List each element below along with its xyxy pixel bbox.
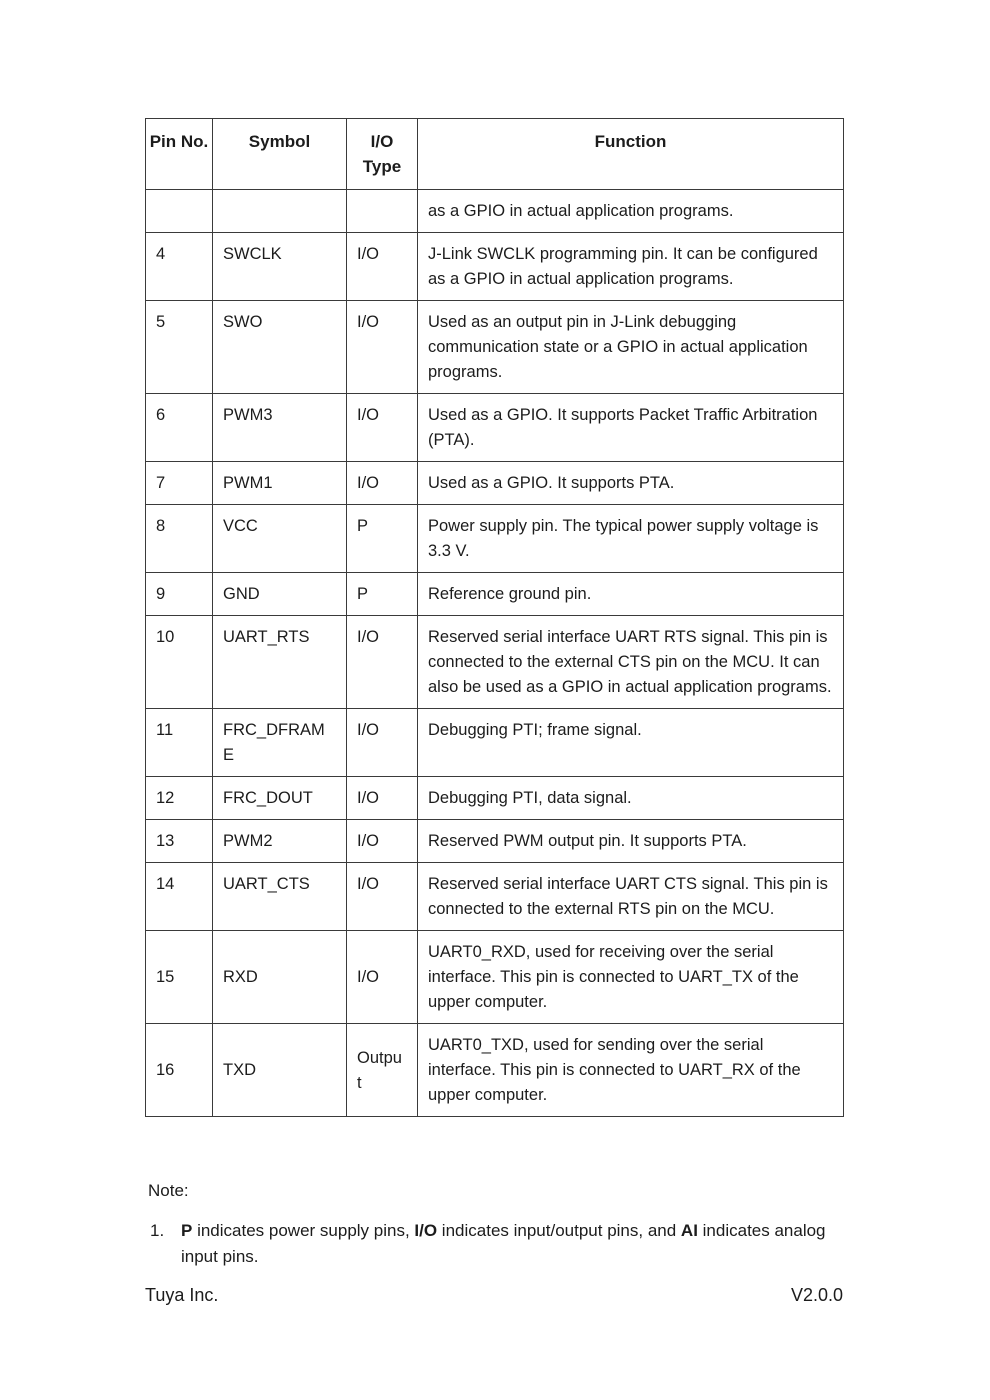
cell-pin: 12 [146, 777, 213, 820]
note-label: Note: [148, 1181, 189, 1200]
cell-pin: 5 [146, 301, 213, 394]
cell-symbol: RXD [213, 931, 347, 1024]
footer-version: V2.0.0 [790, 1285, 843, 1305]
table-row-pin-9 [146, 573, 844, 616]
cell-io-type: I/O [347, 462, 418, 505]
cell-pin: 7 [146, 462, 213, 505]
table-row-pin-12 [146, 777, 844, 820]
cell-io-type: I/O [347, 301, 418, 394]
cell-io-type: P [347, 573, 418, 616]
cell-pin [146, 190, 213, 233]
cell-symbol: PWM2 [213, 820, 347, 863]
note-text-segment: indicates analog input pins. [181, 1221, 826, 1266]
cell-function: Used as an output pin in J-Link debugging communication state or a GPIO in actual application programs. [418, 301, 844, 394]
cell-function: Debugging PTI, data signal. [418, 777, 844, 820]
cell-function: Used as a GPIO. It supports Packet Traffic Arbitration (PTA). [418, 394, 844, 462]
cell-symbol: UART_RTS [213, 616, 347, 709]
note-text-segment: indicates power supply pins, [192, 1221, 415, 1240]
cell-function: as a GPIO in actual application programs. [418, 190, 844, 233]
table-row-pin-6 [146, 394, 844, 462]
cell-symbol: FRC_DFRAME [213, 709, 347, 777]
cell-io-type: I/O [347, 931, 418, 1024]
cell-function: UART0_TXD, used for sending over the serial interface. This pin is connected to UART_RX of the upper computer. [418, 1024, 844, 1117]
cell-io-type [347, 190, 418, 233]
cell-pin: 13 [146, 820, 213, 863]
cell-io-type: I/O [347, 616, 418, 709]
table-row-pin-7 [146, 462, 844, 505]
cell-pin: 15 [146, 931, 213, 1024]
header-pin-no: Pin No. [146, 119, 213, 190]
cell-function: Reference ground pin. [418, 573, 844, 616]
note-bold-io: I/O [414, 1221, 438, 1240]
cell-io-type: P [347, 505, 418, 573]
cell-pin: 8 [146, 505, 213, 573]
cell-function: Power supply pin. The typical power supply voltage is 3.3 V. [418, 505, 844, 573]
cell-io-type: I/O [347, 709, 418, 777]
table-row-pin-14 [146, 863, 844, 931]
cell-pin: 14 [146, 863, 213, 931]
table-row-pin-11 [146, 709, 844, 777]
cell-symbol: UART_CTS [213, 863, 347, 931]
cell-pin: 4 [146, 233, 213, 301]
cell-symbol: SWCLK [213, 233, 347, 301]
cell-pin: 11 [146, 709, 213, 777]
cell-pin: 6 [146, 394, 213, 462]
note-text-segment: indicates input/output pins, and [437, 1221, 681, 1240]
table-row-continuation [146, 190, 844, 233]
note-item [150, 1218, 844, 1270]
cell-symbol: PWM1 [213, 462, 347, 505]
note-bold-ai: AI [680, 1221, 698, 1240]
cell-function: Used as a GPIO. It supports PTA. [418, 462, 844, 505]
pin-function-table [145, 118, 844, 1117]
cell-function: UART0_RXD, used for receiving over the serial interface. This pin is connected to UART_TX of the upper computer. [418, 931, 844, 1024]
footer-company: Tuya Inc. [145, 1285, 219, 1305]
cell-function: Reserved serial interface UART CTS signal. This pin is connected to the external RTS pin on the MCU. [418, 863, 844, 931]
table-row-pin-4 [146, 233, 844, 301]
table-row-pin-15 [146, 931, 844, 1024]
header-io-type: I/O Type [347, 119, 418, 190]
header-symbol: Symbol [213, 119, 347, 190]
table-row-pin-8 [146, 505, 844, 573]
note-item-text [181, 1218, 844, 1270]
note-item-number: 1. [150, 1221, 165, 1240]
cell-pin: 9 [146, 573, 213, 616]
cell-symbol [213, 190, 347, 233]
cell-symbol: PWM3 [213, 394, 347, 462]
cell-io-type: I/O [347, 777, 418, 820]
cell-symbol: GND [213, 573, 347, 616]
table-row-pin-13 [146, 820, 844, 863]
cell-pin: 10 [146, 616, 213, 709]
cell-io-type: I/O [347, 863, 418, 931]
header-function: Function [418, 119, 844, 190]
cell-function: J-Link SWCLK programming pin. It can be configured as a GPIO in actual application programs. [418, 233, 844, 301]
table-row-pin-10 [146, 616, 844, 709]
cell-function: Debugging PTI; frame signal. [418, 709, 844, 777]
cell-io-type: I/O [347, 233, 418, 301]
note-bold-p: P [181, 1221, 193, 1240]
cell-symbol: FRC_DOUT [213, 777, 347, 820]
cell-io-type: I/O [347, 820, 418, 863]
table-row-pin-16 [146, 1024, 844, 1117]
cell-function: Reserved serial interface UART RTS signal. This pin is connected to the external CTS pin on the MCU. It can also be used as a GPIO in actual application programs. [418, 616, 844, 709]
cell-pin: 16 [146, 1024, 213, 1117]
cell-io-type: I/O [347, 394, 418, 462]
cell-function: Reserved PWM output pin. It supports PTA. [418, 820, 844, 863]
table-row-pin-5 [146, 301, 844, 394]
cell-symbol: SWO [213, 301, 347, 394]
page-footer [145, 1282, 843, 1308]
cell-symbol: VCC [213, 505, 347, 573]
cell-io-type: Output [347, 1024, 418, 1117]
cell-symbol: TXD [213, 1024, 347, 1117]
table-header-row [146, 119, 844, 190]
